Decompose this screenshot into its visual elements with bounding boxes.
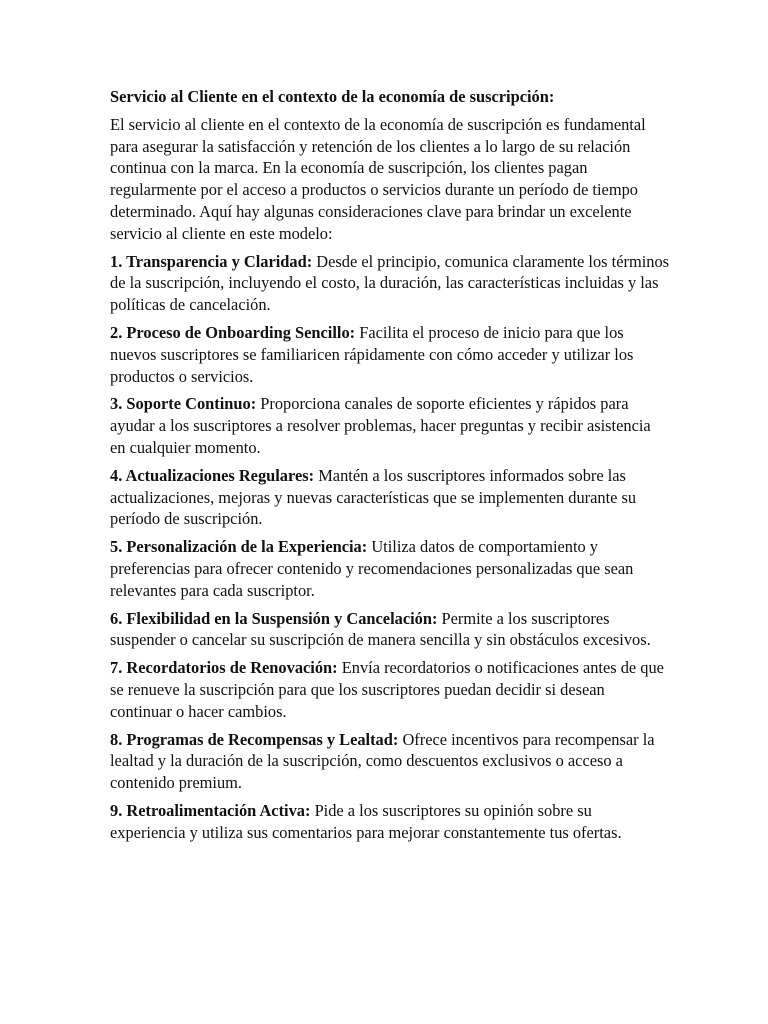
list-item [110, 729, 670, 794]
item-text: Ofrece incentivos para recompensar la lealtad y la duración de la suscripción, como descuentos exclusivos o acceso a contenido premium. [110, 729, 655, 793]
item-text: Permite a los suscriptores suspender o cancelar su suscripción de manera sencilla y sin obstáculos excesivos. [110, 608, 651, 650]
item-heading: 8. Programas de Recompensas y Lealtad: [110, 729, 399, 749]
item-heading: 4. Actualizaciones Regulares: [110, 465, 315, 485]
document-page [110, 86, 670, 850]
item-heading: 2. Proceso de Onboarding Sencillo: [110, 322, 356, 342]
list-item [110, 800, 670, 844]
item-text: Envía recordatorios o notificaciones antes de que se renueve la suscripción para que los suscriptores puedan decidir si desean continuar o hacer cambios. [110, 658, 664, 721]
list-item [110, 393, 670, 458]
intro-paragraph: El servicio al cliente en el contexto de la economía de suscripción es fundamental para asegurar la satisfacción y retención de los clientes a lo largo de su relación continua con la marca. En la economía de suscripción, los clientes pagan regularmente por el acceso a productos o servicios durante un período de tiempo determinado. Aquí hay algunas consideraciones clave para brindar un excelente servicio al cliente en este modelo: [110, 114, 646, 243]
list-item [110, 251, 670, 316]
item-heading: 9. Retroalimentación Activa: [110, 800, 311, 820]
item-heading: 3. Soporte Continuo: [110, 394, 257, 414]
item-heading: 5. Personalización de la Experiencia: [110, 537, 368, 557]
list-item [110, 657, 670, 722]
item-text: Proporciona canales de soporte eficientes y rápidos para ayudar a los suscriptores a resolver problemas, hacer preguntas y recibir asistencia en cualquier momento. [110, 394, 651, 457]
item-text: Facilita el proceso de inicio para que los nuevos suscriptores se familiaricen rápidamente con cómo acceder y utilizar los productos o servicios. [110, 322, 634, 386]
list-item [110, 536, 670, 601]
item-text: Utiliza datos de comportamiento y preferencias para ofrecer contenido y recomendaciones personalizadas que sean relevantes para cada suscriptor. [110, 537, 634, 600]
list-item [110, 322, 670, 387]
item-text: Mantén a los suscriptores informados sobre las actualizaciones, mejoras y nuevas características que se implementen durante su período de suscripción. [110, 465, 637, 529]
item-text: Desde el principio, comunica claramente los términos de la suscripción, incluyendo el costo, la duración, las características incluidas y las políticas de cancelación. [110, 251, 670, 315]
item-heading: 6. Flexibilidad en la Suspensión y Cancelación: [110, 608, 438, 628]
list-item [110, 608, 670, 652]
item-heading: 7. Recordatorios de Renovación: [110, 658, 338, 678]
item-heading: 1. Transparencia y Claridad: [110, 251, 313, 271]
list-item [110, 465, 670, 530]
document-title: Servicio al Cliente en el contexto de la economía de suscripción: [110, 87, 555, 106]
item-text: Pide a los suscriptores su opinión sobre su experiencia y utiliza sus comentarios para mejorar constantemente tus ofertas. [110, 800, 622, 842]
